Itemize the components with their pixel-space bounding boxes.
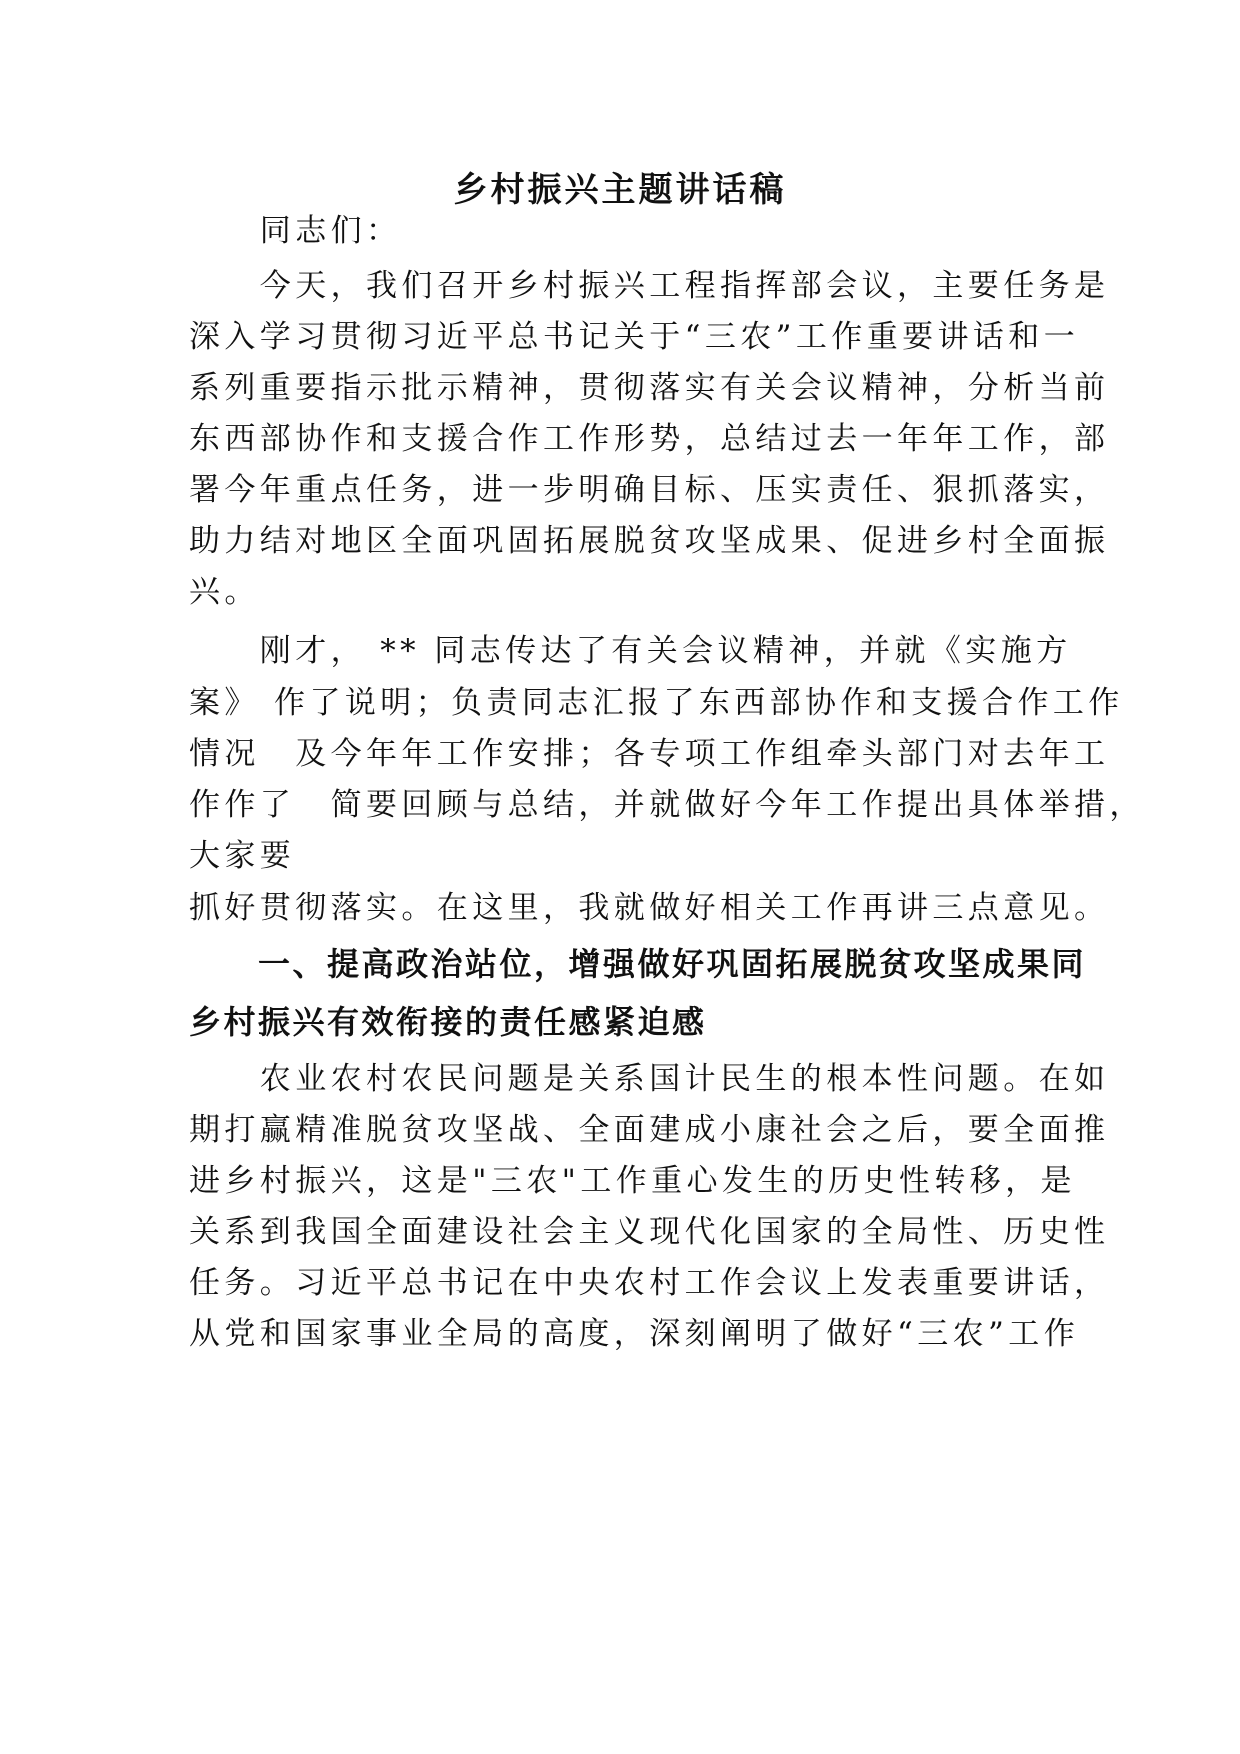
paragraph-line: 抓好贯彻落实。在这里，我就做好相关工作再讲三点意见。 (189, 890, 1110, 926)
paragraph-line: 署今年重点任务，进一步明确目标、压实责任、狠抓落实， (189, 472, 1110, 508)
paragraph-line: 期打赢精准脱贫攻坚战、全面建成小康社会之后，要全面推 (189, 1112, 1110, 1148)
paragraph-line: 作作了 简要回顾与总结，并就做好今年工作提出具体举措， (189, 787, 1145, 823)
paragraph-line: 东西部协作和支援合作工作形势，总结过去一年年工作，部 (189, 421, 1110, 457)
paragraph-line: 关系到我国全面建设社会主义现代化国家的全局性、历史性 (189, 1214, 1110, 1250)
paragraph-line: 案》 作了说明；负责同志汇报了东西部协作和支援合作工作 (189, 685, 1124, 721)
paragraph-line: 兴。 (189, 574, 260, 610)
paragraph-line: 深入学习贯彻习近平总书记关于“三农”工作重要讲话和一 (189, 319, 1080, 355)
paragraph-line: 今天，我们召开乡村振兴工程指挥部会议，主要任务是 (189, 268, 1110, 304)
paragraph-line: 系列重要指示批示精神，贯彻落实有关会议精神，分析当前 (189, 370, 1110, 406)
document-title: 乡村振兴主题讲话稿 (453, 170, 787, 210)
paragraph-line: 刚才， ** 同志传达了有关会议精神，并就《实施方 (189, 633, 1072, 669)
paragraph-line: 进乡村振兴，这是"三农"工作重心发生的历史性转移，是 (189, 1163, 1076, 1199)
paragraph-line: 任务。习近平总书记在中央农村工作会议上发表重要讲话， (189, 1265, 1110, 1301)
paragraph-line: 情况 及今年年工作安排；各专项工作组牵头部门对去年工 (189, 736, 1110, 772)
greeting-line: 同志们： (189, 213, 402, 249)
section-heading: 一、提高政治站位，增强做好巩固拓展脱贫攻坚成果同 (189, 945, 1087, 983)
section-heading: 乡村振兴有效衔接的责任感紧迫感 (189, 1003, 707, 1041)
paragraph-line: 助力结对地区全面巩固拓展脱贫攻坚成果、促进乡村全面振 (189, 523, 1110, 559)
paragraph-line: 农业农村农民问题是关系国计民生的根本性问题。在如 (189, 1061, 1110, 1097)
paragraph-line: 大家要 (189, 838, 296, 874)
paragraph-line: 从党和国家事业全局的高度，深刻阐明了做好“三农”工作 (189, 1316, 1080, 1352)
